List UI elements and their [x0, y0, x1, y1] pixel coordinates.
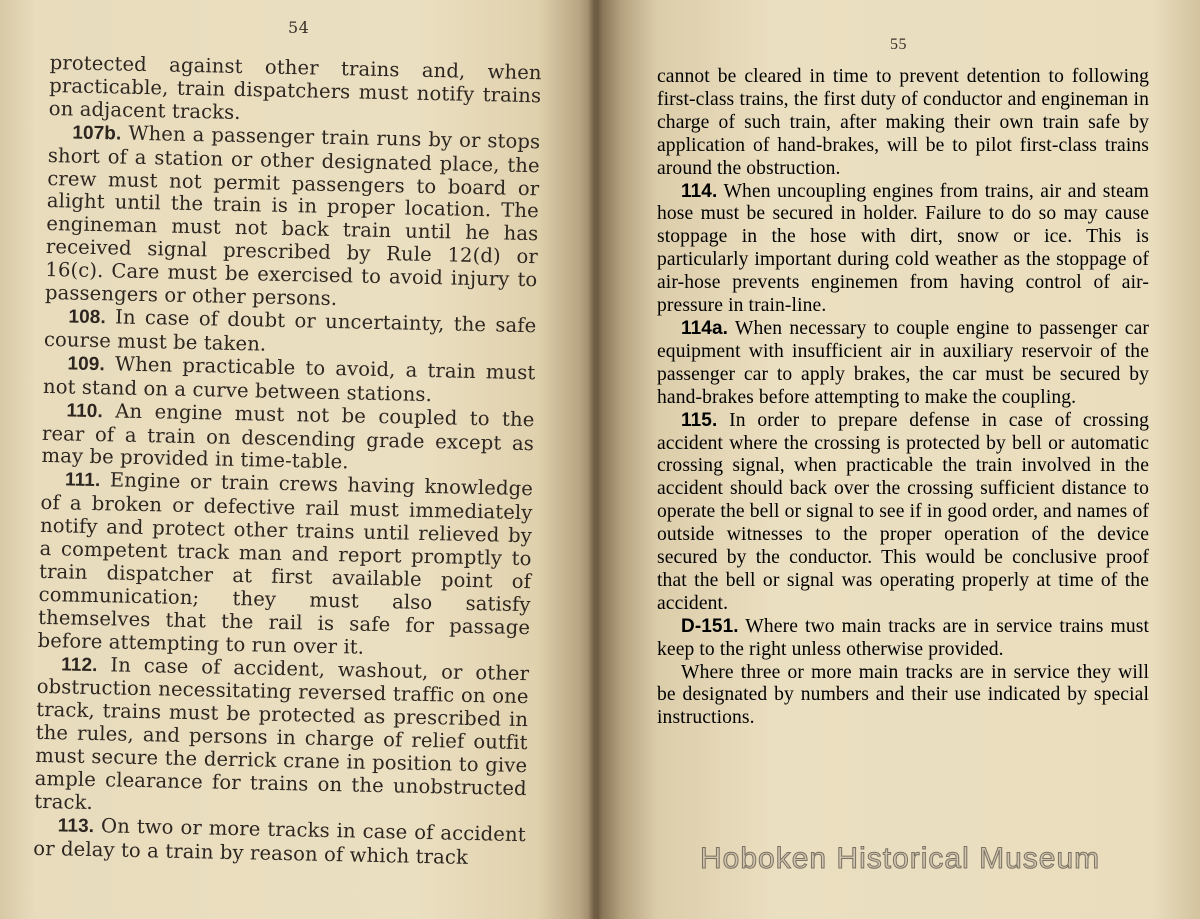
page-number-right: 55: [890, 36, 907, 53]
rule-text: Engine or train crews having knowledge of a broken or defective rail must immediately notify and protect other trains until relieved by a competent track man and report promptly to train dispatcher at first available point of communication; they must also satisfy themselves that the rail is safe for passage before attempting to run over it.: [37, 468, 534, 659]
left-page-text: [33, 52, 542, 871]
rule-number: 114.: [681, 180, 718, 202]
rule-111: [37, 468, 533, 663]
left-page: [0, 0, 597, 919]
rule-113: [33, 814, 526, 871]
rule-text: When practicable to avoid, a train must not stand on a curve between stations.: [42, 352, 536, 406]
rule-115: [657, 410, 1149, 616]
continuation-paragraph-right: cannot be cleared in time to prevent detention to following first-class trains, the first duty of conductor and engineman in charge of such train, after making their own train safe by application of hand-brakes, will be to pilot first-class trains around the obstruction.: [657, 66, 1149, 179]
page-number-left: 54: [288, 18, 310, 37]
rule-107b: [45, 121, 541, 316]
rule-d151: [657, 616, 1149, 662]
rule-number: 115.: [681, 409, 718, 431]
rule-text: In order to prepare defense in case of crossing accident where the crossing is protected by bell or automatic crossing signal, when practicable the train involved in the accident should back over the crossing sufficient distance to operate the bell or signal to see if in good order, and names of outside witnesses to the proper operation of the device secured by the conductor. This would be conclusive proof that the bell or signal was operating properly at time of the accident.: [657, 409, 1149, 614]
rule-114: [657, 181, 1149, 318]
book-gutter: [588, 0, 602, 919]
rule-text: When uncoupling engines from trains, air and steam hose must be secured in holder. Failure to do so may cause stoppage in the hose with dirt, snow or ice. This is particularly important during cold weather as the stoppage of air-hose prevents enginemen from having control of air-pressure in train-line.: [657, 180, 1149, 317]
museum-watermark: Hoboken Historical Museum: [700, 842, 1101, 875]
rule-text: Where two main tracks are in service trains must keep to the right unless otherwise provided.: [657, 615, 1149, 660]
rule-text: On two or more tracks in case of accident or delay to a train by reason of which track: [33, 814, 526, 869]
rule-number: 109.: [67, 353, 106, 375]
continuation-paragraph-left: protected against other trains and, when practicable, train dispatchers must notify trains on adjacent tracks.: [48, 51, 542, 124]
rule-number: 112.: [60, 653, 98, 676]
rule-number: 114a.: [681, 317, 728, 339]
rule-number: 107b.: [72, 122, 122, 145]
rule-112: [34, 652, 529, 824]
rule-number: 113.: [57, 815, 95, 837]
rule-text: An engine must not be coupled to the rear of a train on descending grade except as may be provided in time-table.: [41, 399, 535, 474]
rule-number: 111.: [64, 469, 101, 492]
rule-number: D-151.: [681, 615, 739, 637]
rule-text: When a passenger train runs by or stops short of a station or other designated place, the crew must not permit passengers to board or alight until the train is in proper location. The engineman must not back train until he has received signal prescribed by Rule 12(d) or 16(c). Care must be exercised to avoid injury to passengers or other persons.: [44, 121, 541, 311]
rule-text: When necessary to couple engine to passenger car equipment with insufficient air in auxiliary reservoir of the passenger car to apply brakes, the car must be secured by hand-brakes before attempting to make the coupling.: [657, 317, 1149, 408]
rule-text: In case of doubt or uncertainty, the safe course must be taken.: [43, 305, 537, 356]
rule-110: [41, 399, 534, 479]
right-page-text: [657, 66, 1149, 730]
rule-number: 110.: [66, 400, 104, 422]
closing-paragraph: Where three or more main tracks are in service they will be designated by numbers and their use indicated by special instructions.: [657, 661, 1149, 729]
rule-text: In case of accident, washout, or other obstruction necessitating reversed traffic on one track, trains must be protected as prescribed in the rules, and persons in charge of relief outfit must secure the derrick crane in position to give ample clearance for trains on the unobstructed track.: [34, 652, 530, 815]
rule-114a: [657, 318, 1149, 410]
rule-number: 108.: [68, 306, 107, 329]
